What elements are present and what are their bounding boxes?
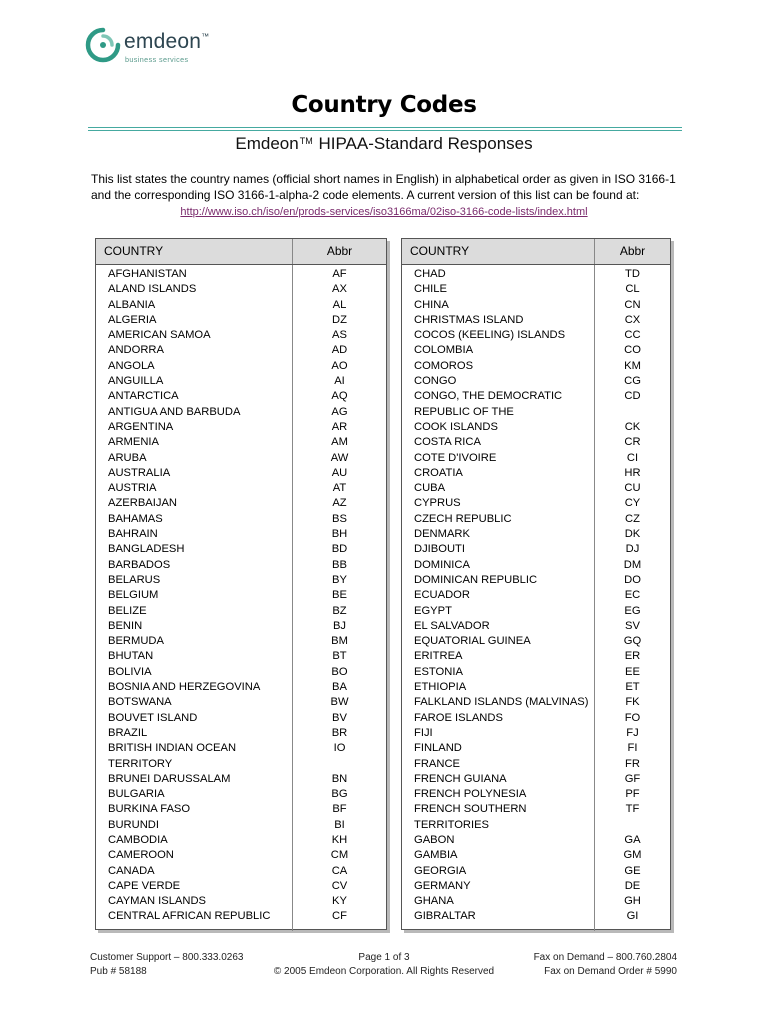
country-code: DZ (332, 313, 347, 326)
country-name: ARMENIA (108, 436, 159, 449)
intro-paragraph: This list states the country names (official short names in English) in alphabetical order as given in ISO 3166-1 and the corresponding ISO 3166-1-alpha-2 code elements. A current version of this list can be found at: (91, 172, 676, 202)
country-name: CONGO, THE DEMOCRATIC (414, 390, 563, 403)
customer-support: Customer Support – 800.333.0263 (90, 952, 244, 963)
country-name: FAROE ISLANDS (414, 711, 503, 724)
country-code: KY (332, 895, 347, 908)
country-table-left (95, 238, 387, 930)
country-name: BRUNEI DARUSSALAM (108, 772, 231, 785)
country-code: GQ (623, 635, 642, 648)
country-code: DM (623, 558, 642, 571)
country-name: BOLIVIA (108, 665, 152, 678)
country-name: AUSTRALIA (108, 466, 171, 479)
country-name: BELGIUM (108, 589, 159, 602)
country-code: CF (332, 910, 347, 923)
country-code: CX (624, 313, 641, 326)
page-title: Country Codes (291, 92, 477, 118)
country-code: CZ (625, 512, 640, 525)
subtitle-trademark: TM (299, 136, 313, 146)
country-name: ANTIGUA AND BARBUDA (108, 405, 241, 418)
country-names-column (96, 265, 293, 931)
iso-link[interactable]: http://www.iso.ch/iso/en/prods-services/iso3166ma/02iso-3166-code-lists/index.html (180, 206, 588, 218)
country-code: TD (625, 268, 640, 280)
country-name: BELARUS (108, 573, 161, 586)
country-name: CAYMAN ISLANDS (108, 895, 207, 908)
country-name: CONGO (414, 375, 457, 388)
country-name: FRENCH GUIANA (414, 772, 507, 785)
country-code: FI (627, 742, 638, 755)
country-code: CC (624, 329, 641, 342)
subtitle-text: HIPAA-Standard Responses (318, 134, 533, 153)
country-name: FRENCH POLYNESIA (414, 788, 527, 801)
country-code: BV (332, 711, 347, 724)
country-code: AF (332, 268, 347, 280)
country-code: BT (332, 650, 347, 663)
country-name: TERRITORY (108, 757, 173, 770)
country-name: ANGOLA (108, 359, 155, 372)
table-header (402, 239, 670, 265)
country-code: AS (332, 329, 347, 342)
country-name: FRANCE (414, 757, 460, 770)
country-code: AM (331, 436, 348, 449)
country-name: ALBANIA (108, 298, 156, 311)
brand-tm: ™ (201, 32, 210, 41)
country-code: EG (624, 604, 641, 617)
country-name: GERMANY (414, 879, 471, 892)
country-code: BR (331, 726, 348, 739)
country-name: COTE D'IVOIRE (414, 451, 497, 464)
country-code (595, 405, 670, 420)
country-name: EL SALVADOR (414, 619, 490, 632)
country-name: ECUADOR (414, 589, 470, 602)
abbr-column-header: Abbr (619, 244, 646, 258)
country-name: GHANA (414, 895, 454, 908)
country-code: FJ (626, 726, 639, 739)
country-code: CM (330, 849, 349, 862)
country-column-header: COUNTRY (402, 239, 595, 264)
title-rule-bottom (88, 130, 682, 131)
country-code: AQ (331, 390, 348, 403)
country-code: AO (331, 359, 348, 372)
country-name: GIBRALTAR (414, 910, 476, 923)
country-code: DO (624, 573, 641, 586)
country-name: ANGUILLA (108, 375, 164, 388)
country-name: ARGENTINA (108, 420, 174, 433)
country-name: ANDORRA (108, 344, 164, 357)
country-name: ETHIOPIA (414, 681, 467, 694)
country-code: AU (331, 466, 348, 479)
country-name: BENIN (108, 619, 143, 632)
country-name: FRENCH SOUTHERN (414, 803, 527, 816)
country-code: BM (331, 635, 348, 648)
country-code: BE (332, 589, 347, 602)
country-code: BB (332, 558, 347, 571)
country-code: CO (624, 344, 641, 357)
country-name: DOMINICAN REPUBLIC (414, 573, 538, 586)
country-name: FALKLAND ISLANDS (MALVINAS) (414, 696, 589, 709)
country-code: FO (624, 711, 641, 724)
country-code: GA (624, 833, 641, 846)
country-name: CHINA (414, 298, 449, 311)
title-rule-top (88, 127, 682, 128)
table-header (96, 239, 386, 265)
country-code: ER (624, 650, 641, 663)
country-code (293, 757, 386, 772)
country-name: DOMINICA (414, 558, 470, 571)
country-code: AT (332, 482, 347, 495)
country-table-right (401, 238, 671, 930)
country-name: BAHAMAS (108, 512, 163, 525)
country-name: COSTA RICA (414, 436, 481, 449)
country-code: BZ (332, 604, 347, 617)
country-code: AL (332, 298, 347, 311)
country-name: CAMBODIA (108, 833, 168, 846)
copyright: © 2005 Emdeon Corporation. All Rights Reserved (273, 966, 495, 977)
country-name: CHAD (414, 268, 446, 280)
brand-tagline: business services (125, 55, 189, 64)
footer-right (534, 951, 677, 979)
country-code: CV (331, 879, 348, 892)
emdeon-logo (84, 26, 224, 66)
country-name: ARUBA (108, 451, 147, 464)
country-code: FK (625, 696, 640, 709)
country-name: BANGLADESH (108, 543, 185, 556)
country-name: AMERICAN SAMOA (108, 329, 211, 342)
country-name: CUBA (414, 482, 446, 495)
country-code: BA (332, 681, 347, 694)
country-name: GEORGIA (414, 864, 467, 877)
country-code: BI (334, 818, 345, 831)
country-code: GI (626, 910, 639, 923)
country-code: DJ (625, 543, 640, 556)
country-code: KM (624, 359, 641, 372)
country-code: CG (624, 375, 641, 388)
country-code (595, 818, 670, 833)
country-name: ALGERIA (108, 313, 157, 326)
country-name: BOUVET ISLAND (108, 711, 198, 724)
country-code: CU (624, 482, 641, 495)
country-name: AUSTRIA (108, 482, 157, 495)
country-code: BJ (332, 619, 347, 632)
country-name: COCOS (KEELING) ISLANDS (414, 329, 566, 342)
country-name: EGYPT (414, 604, 452, 617)
country-code: CY (624, 497, 641, 510)
fax-order-number: Fax on Demand Order # 5990 (544, 966, 677, 977)
country-name: COOK ISLANDS (414, 420, 498, 433)
country-name: ANTARCTICA (108, 390, 179, 403)
country-name: BELIZE (108, 604, 147, 617)
country-name: ESTONIA (414, 665, 463, 678)
country-name: AFGHANISTAN (108, 268, 187, 280)
country-code: DK (624, 528, 641, 541)
country-code: GF (624, 772, 641, 785)
country-code: BF (332, 803, 347, 816)
country-name: DJIBOUTI (414, 543, 465, 556)
country-name: ALAND ISLANDS (108, 283, 197, 296)
page-number: Page 1 of 3 (358, 952, 410, 963)
country-name: REPUBLIC OF THE (414, 405, 514, 418)
country-code: BD (331, 543, 348, 556)
country-code: BH (331, 528, 348, 541)
country-code: GM (623, 849, 642, 862)
country-code: CL (625, 283, 640, 296)
country-code: BS (332, 512, 347, 525)
country-code: CI (626, 451, 639, 464)
country-code: TF (625, 803, 640, 816)
country-name: FIJI (414, 726, 433, 739)
country-code: SV (625, 619, 640, 632)
country-name: BRITISH INDIAN OCEAN (108, 742, 237, 755)
brand-name: emdeon (124, 30, 202, 53)
country-names-column (402, 265, 595, 931)
country-name: CHRISTMAS ISLAND (414, 313, 524, 326)
country-code: AD (331, 344, 348, 357)
country-code: CA (331, 864, 348, 877)
country-name: FINLAND (414, 742, 462, 755)
country-name: CYPRUS (414, 497, 461, 510)
country-code: GE (624, 864, 641, 877)
country-code: BW (330, 696, 349, 709)
country-code: DE (624, 879, 641, 892)
country-name: GABON (414, 833, 455, 846)
country-code: BN (331, 772, 348, 785)
country-code: AG (331, 405, 348, 418)
subtitle-brand: Emdeon (235, 134, 299, 153)
country-code: HR (624, 466, 641, 479)
country-name: CANADA (108, 864, 155, 877)
country-name: CAMEROON (108, 849, 174, 862)
country-code: BO (331, 665, 348, 678)
country-code: PF (625, 788, 640, 801)
country-code: AW (330, 451, 349, 464)
country-name: ERITREA (414, 650, 463, 663)
country-name: BARBADOS (108, 558, 171, 571)
country-code: CD (624, 390, 641, 403)
country-codes-column (595, 265, 670, 931)
country-name: CZECH REPUBLIC (414, 512, 512, 525)
fax-on-demand: Fax on Demand – 800.760.2804 (533, 952, 677, 963)
country-name: BURKINA FASO (108, 803, 191, 816)
country-name: BULGARIA (108, 788, 165, 801)
country-name: GAMBIA (414, 849, 458, 862)
country-code: KH (331, 833, 348, 846)
country-name: COMOROS (414, 359, 474, 372)
country-code: ET (625, 681, 640, 694)
country-code: GH (624, 895, 641, 908)
country-code: BY (332, 573, 347, 586)
abbr-column-header: Abbr (326, 244, 353, 258)
country-name: BRAZIL (108, 726, 148, 739)
country-code: CN (624, 298, 641, 311)
country-name: COLOMBIA (414, 344, 474, 357)
country-code: BG (331, 788, 348, 801)
country-name: DENMARK (414, 528, 470, 541)
emdeon-logo-icon (84, 26, 122, 64)
country-name: EQUATORIAL GUINEA (414, 635, 531, 648)
pub-number: Pub # 58188 (90, 966, 147, 977)
country-code: CK (624, 420, 641, 433)
country-code: EC (624, 589, 641, 602)
country-name: BHUTAN (108, 650, 154, 663)
country-column-header: COUNTRY (96, 239, 293, 264)
country-code: EE (625, 665, 640, 678)
country-name: CAPE VERDE (108, 879, 181, 892)
country-name: BOTSWANA (108, 696, 172, 709)
country-name: BOSNIA AND HERZEGOVINA (108, 681, 261, 694)
country-code: AR (331, 420, 348, 433)
country-name: TERRITORIES (414, 818, 490, 831)
country-name: BERMUDA (108, 635, 164, 648)
page-subtitle (0, 134, 768, 154)
country-name: AZERBAIJAN (108, 497, 178, 510)
country-name: BAHRAIN (108, 528, 158, 541)
country-name: CROATIA (414, 466, 463, 479)
country-code: AI (334, 375, 345, 388)
country-name: BURUNDI (108, 818, 159, 831)
country-code: AX (332, 283, 347, 296)
country-name: CENTRAL AFRICAN REPUBLIC (108, 910, 271, 923)
country-name: CHILE (414, 283, 447, 296)
country-code: CR (624, 436, 641, 449)
country-code: FR (625, 757, 640, 770)
country-codes-column (293, 265, 386, 931)
country-code: AZ (332, 497, 347, 510)
country-code: IO (333, 742, 346, 755)
